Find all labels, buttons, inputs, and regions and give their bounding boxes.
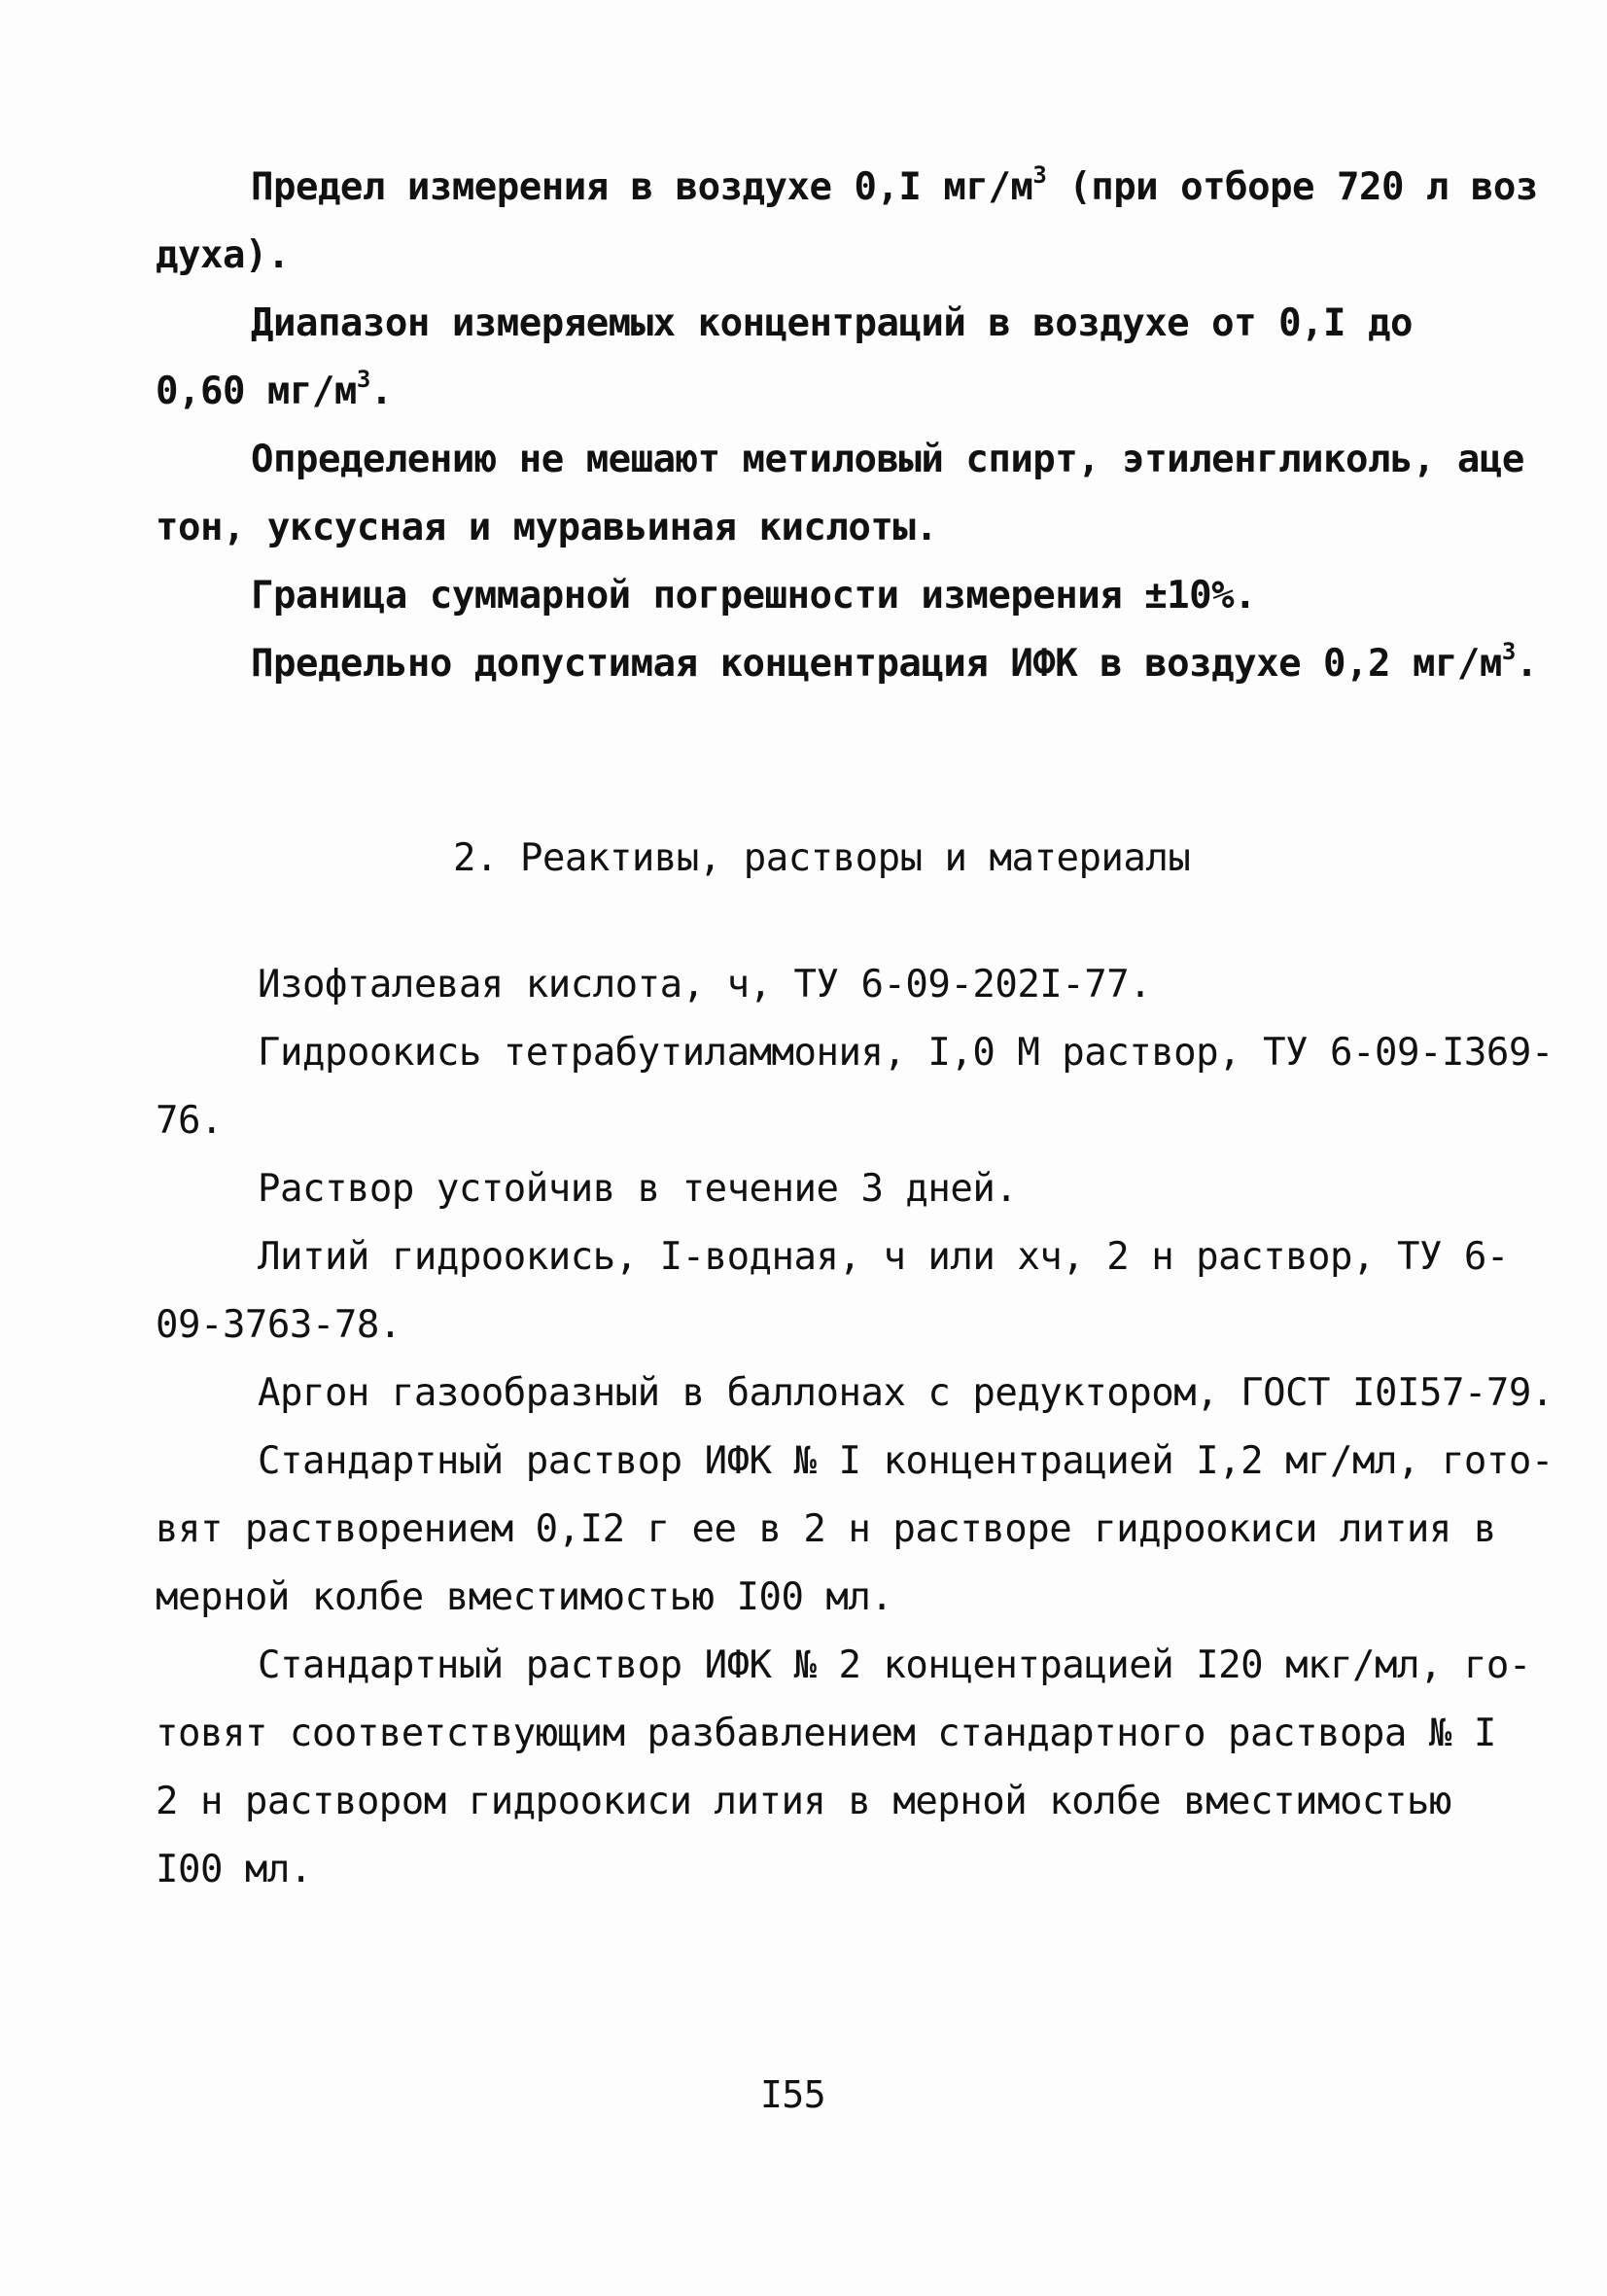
text-line: тон, уксусная и муравьиная кислоты. bbox=[156, 506, 938, 549]
superscript: 3 bbox=[356, 366, 370, 393]
text-line: I00 мл. bbox=[156, 1848, 312, 1891]
text-line bbox=[156, 366, 393, 413]
text-line: Изофталевая кислота, ч, ТУ 6-09-202I-77. bbox=[258, 963, 1152, 1007]
section-heading: 2. Реактивы, растворы и материалы bbox=[453, 836, 1191, 880]
text-line: Раствор устойчив в течение 3 дней. bbox=[258, 1167, 1018, 1211]
text-line: Гидроокись тетрабутиламмония, I,0 М раствор, ТУ 6-09-I369- bbox=[258, 1031, 1554, 1075]
text-line: Стандартный раствор ИФК № I концентрацией I,2 мг/мл, гото- bbox=[258, 1439, 1554, 1483]
text-span: 0,60 мг/м bbox=[156, 370, 357, 413]
text-span: Предел измерения в воздухе 0,I мг/м bbox=[251, 165, 1033, 209]
text-span: . bbox=[1515, 642, 1538, 686]
text-line bbox=[251, 638, 1538, 686]
text-line: Определению не мешают метиловый спирт, этиленгликоль, аце bbox=[251, 438, 1524, 481]
text-span: Предельно допустимая концентрация ИФК в воздухе 0,2 мг/м bbox=[251, 642, 1502, 686]
text-span: (при отборе 720 л воз bbox=[1046, 165, 1538, 209]
text-line bbox=[251, 161, 1538, 209]
text-line: духа). bbox=[156, 233, 290, 277]
superscript: 3 bbox=[1501, 638, 1516, 665]
text-line: Аргон газообразный в баллонах с редуктором, ГОСТ I0I57-79. bbox=[258, 1371, 1554, 1415]
text-line: Литий гидроокись, I-водная, ч или хч, 2 н раствор, ТУ 6- bbox=[258, 1235, 1509, 1279]
text-line: товят соответствующим разбавлением стандартного раствора № I bbox=[156, 1712, 1496, 1755]
text-line: Граница суммарной погрешности измерения ±10%. bbox=[251, 574, 1257, 618]
text-line: Стандартный раствор ИФК № 2 концентрацией I20 мкг/мл, го- bbox=[258, 1643, 1531, 1687]
text-span: . bbox=[369, 370, 393, 413]
text-line: 76. bbox=[156, 1099, 223, 1143]
text-line: вят растворением 0,I2 г ее в 2 н растворе гидроокиси лития в bbox=[156, 1507, 1496, 1551]
superscript: 3 bbox=[1032, 161, 1047, 189]
text-line: 09-3763-78. bbox=[156, 1303, 402, 1347]
text-line: мерной колбе вместимостью I00 мл. bbox=[156, 1575, 893, 1619]
page-number: I55 bbox=[760, 2073, 826, 2116]
text-line: 2 н раствором гидроокиси лития в мерной колбе вместимостью bbox=[156, 1780, 1451, 1823]
text-line: Диапазон измеряемых концентраций в воздухе от 0,I до bbox=[251, 301, 1413, 345]
